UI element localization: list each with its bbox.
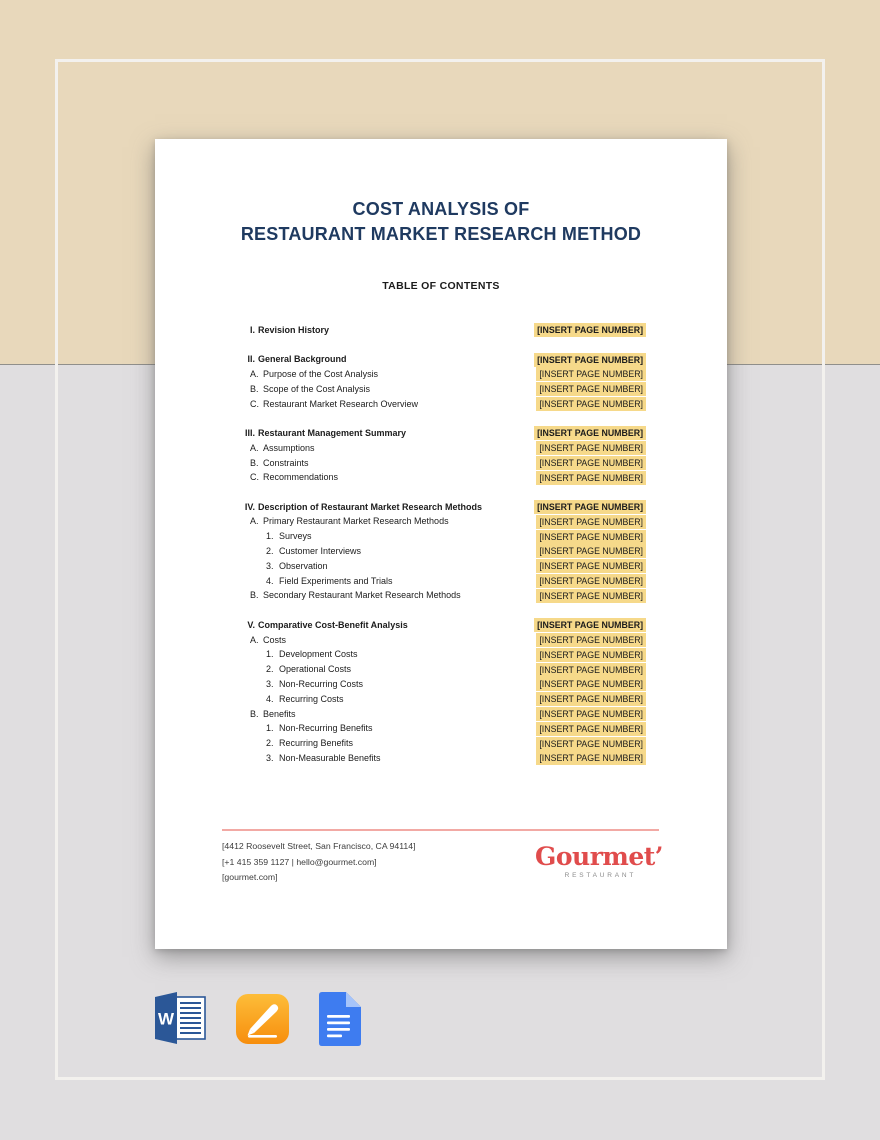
toc-item-number: B. xyxy=(250,457,259,468)
toc-row xyxy=(155,559,727,574)
toc-item-number: 3. xyxy=(266,560,274,571)
page-number-placeholder[interactable]: [INSERT PAGE NUMBER] xyxy=(536,692,646,706)
google-docs-icon[interactable] xyxy=(316,992,361,1046)
toc-item-number: 1. xyxy=(266,723,274,734)
toc-row xyxy=(155,544,727,559)
toc-item-number: 2. xyxy=(266,546,274,557)
toc-item-number: II. xyxy=(247,354,255,365)
toc-item-number: I. xyxy=(249,325,255,335)
docs-icon-graphic xyxy=(316,992,361,1046)
toc-row xyxy=(155,618,727,633)
toc-row xyxy=(155,456,727,471)
page-number-placeholder[interactable]: [INSERT PAGE NUMBER] xyxy=(536,722,646,736)
toc-row xyxy=(155,633,727,648)
toc-item-label: Constraints xyxy=(263,457,309,468)
page-number-placeholder[interactable]: [INSERT PAGE NUMBER] xyxy=(534,323,646,337)
page-number-placeholder[interactable]: [INSERT PAGE NUMBER] xyxy=(536,677,646,691)
toc-item-number: C. xyxy=(250,398,259,409)
gourmet-logo xyxy=(535,844,663,879)
toc-item-label: General Background xyxy=(258,354,347,365)
toc-item-label: Costs xyxy=(263,634,287,645)
footer-website-line: [gourmet.com] xyxy=(222,872,278,883)
toc-item-label: Recommendations xyxy=(263,472,339,483)
toc-row xyxy=(155,382,727,397)
toc-item-label: Primary Restaurant Market Research Methods xyxy=(263,516,449,527)
page-number-placeholder[interactable]: [INSERT PAGE NUMBER] xyxy=(536,456,646,470)
toc-section xyxy=(155,500,727,604)
toc-item-number: A. xyxy=(250,634,259,645)
toc-row xyxy=(155,529,727,544)
toc-item-label: Non-Recurring Costs xyxy=(279,678,364,689)
toc-item-number: A. xyxy=(250,516,259,527)
toc-item-label: Scope of the Cost Analysis xyxy=(263,383,371,394)
toc-item-number: A. xyxy=(250,442,259,453)
toc-row xyxy=(155,574,727,589)
toc-item-label: Description of Restaurant Market Research Methods xyxy=(258,501,483,512)
page-number-placeholder[interactable]: [INSERT PAGE NUMBER] xyxy=(536,397,646,411)
word-icon-graphic xyxy=(154,992,208,1044)
page-number-placeholder[interactable]: [INSERT PAGE NUMBER] xyxy=(536,471,646,485)
footer-divider-line xyxy=(222,829,659,831)
toc-item-number: 1. xyxy=(266,649,274,660)
toc-item-label: Revision History xyxy=(258,325,330,335)
toc-item-number: 3. xyxy=(266,752,274,763)
toc-item-label: Purpose of the Cost Analysis xyxy=(263,369,379,380)
toc-row xyxy=(155,707,727,722)
toc-row xyxy=(155,514,727,529)
toc-item-label: Field Experiments and Trials xyxy=(279,575,393,586)
toc-section xyxy=(155,352,727,411)
pages-icon-graphic xyxy=(236,994,289,1044)
toc-row xyxy=(155,677,727,692)
page-number-placeholder[interactable]: [INSERT PAGE NUMBER] xyxy=(536,707,646,721)
toc-heading: TABLE OF CONTENTS xyxy=(382,280,500,292)
page-number-placeholder[interactable]: [INSERT PAGE NUMBER] xyxy=(536,663,646,677)
document-page xyxy=(155,139,727,949)
footer-contact-block xyxy=(222,839,416,886)
toc-row xyxy=(155,397,727,412)
toc-item-number: 1. xyxy=(266,531,274,542)
page-number-placeholder[interactable]: [INSERT PAGE NUMBER] xyxy=(536,515,646,529)
gourmet-logo-subtext: RESTAURANT xyxy=(564,872,637,879)
page-number-placeholder[interactable]: [INSERT PAGE NUMBER] xyxy=(536,530,646,544)
document-title xyxy=(155,197,727,246)
toc-item-label: Comparative Cost-Benefit Analysis xyxy=(258,619,408,630)
toc-item-number: C. xyxy=(250,472,259,483)
toc-row xyxy=(155,692,727,707)
toc-item-label: Assumptions xyxy=(263,442,315,453)
toc-item-label: Secondary Restaurant Market Research Methods xyxy=(263,590,461,601)
toc-item-label: Development Costs xyxy=(279,649,358,660)
toc-row xyxy=(155,470,727,485)
page-number-placeholder[interactable]: [INSERT PAGE NUMBER] xyxy=(536,648,646,662)
toc-item-number: A. xyxy=(250,369,259,380)
toc-item-number: 2. xyxy=(266,738,274,749)
document-title-line2: RESTAURANT MARKET RESEARCH METHOD xyxy=(240,223,642,244)
page-number-placeholder[interactable]: [INSERT PAGE NUMBER] xyxy=(536,574,646,588)
footer-phone-email-line: [+1 415 359 1127 | hello@gourmet.com] xyxy=(222,856,377,867)
toc-row xyxy=(155,662,727,677)
toc-row xyxy=(155,426,727,441)
toc-item-number: 3. xyxy=(266,678,274,689)
toc-item-number: 2. xyxy=(266,664,274,675)
toc-row xyxy=(155,441,727,456)
page-number-placeholder[interactable]: [INSERT PAGE NUMBER] xyxy=(536,544,646,558)
gourmet-logo-wordmark: Gourmet’ xyxy=(535,842,663,871)
toc-row xyxy=(155,367,727,382)
toc-item-label: Surveys xyxy=(279,531,312,542)
document-title-line1: COST ANALYSIS OF xyxy=(352,199,530,219)
toc-item-number: 4. xyxy=(266,575,274,586)
page-number-placeholder[interactable]: [INSERT PAGE NUMBER] xyxy=(536,737,646,751)
toc-item-label: Restaurant Market Research Overview xyxy=(263,398,419,409)
toc-row xyxy=(155,751,727,766)
toc-row xyxy=(155,352,727,367)
page-number-placeholder[interactable]: [INSERT PAGE NUMBER] xyxy=(536,589,646,603)
toc-item-number: IV. xyxy=(244,501,255,512)
footer-address-line: [4412 Roosevelt Street, San Francisco, CA 94114] xyxy=(222,841,416,851)
toc-row xyxy=(155,588,727,603)
toc-section xyxy=(155,426,727,485)
toc-item-number: III. xyxy=(244,427,255,438)
toc-section xyxy=(155,323,727,338)
toc-item-label: Benefits xyxy=(263,708,296,719)
toc-item-label: Observation xyxy=(279,560,328,571)
toc-item-number: V. xyxy=(247,619,255,630)
page-number-placeholder[interactable]: [INSERT PAGE NUMBER] xyxy=(534,353,646,367)
toc-row xyxy=(155,500,727,515)
page-number-placeholder[interactable]: [INSERT PAGE NUMBER] xyxy=(536,441,646,455)
toc-item-label: Restaurant Management Summary xyxy=(258,427,407,438)
toc-row xyxy=(155,323,727,338)
svg-text:W: W xyxy=(157,1009,175,1029)
toc-item-label: Recurring Benefits xyxy=(279,738,354,749)
page-number-placeholder[interactable]: [INSERT PAGE NUMBER] xyxy=(534,426,646,440)
toc-item-number: B. xyxy=(250,590,259,601)
toc-row xyxy=(155,736,727,751)
toc-list xyxy=(155,323,727,766)
page-number-placeholder[interactable]: [INSERT PAGE NUMBER] xyxy=(536,382,646,396)
page-number-placeholder[interactable]: [INSERT PAGE NUMBER] xyxy=(534,500,646,514)
toc-item-label: Customer Interviews xyxy=(279,546,362,557)
page-number-placeholder[interactable]: [INSERT PAGE NUMBER] xyxy=(536,633,646,647)
page-footer xyxy=(222,839,663,886)
page-number-placeholder[interactable]: [INSERT PAGE NUMBER] xyxy=(536,559,646,573)
toc-item-label: Non-Measurable Benefits xyxy=(279,752,381,763)
page-number-placeholder[interactable]: [INSERT PAGE NUMBER] xyxy=(536,367,646,381)
toc-section xyxy=(155,618,727,766)
toc-item-number: B. xyxy=(250,383,259,394)
toc-item-number: B. xyxy=(250,708,259,719)
toc-row xyxy=(155,647,727,662)
toc-item-label: Non-Recurring Benefits xyxy=(279,723,373,734)
page-number-placeholder[interactable]: [INSERT PAGE NUMBER] xyxy=(536,751,646,765)
toc-row xyxy=(155,721,727,736)
microsoft-word-icon[interactable] xyxy=(154,992,208,1044)
page-number-placeholder[interactable]: [INSERT PAGE NUMBER] xyxy=(534,618,646,632)
apple-pages-icon[interactable] xyxy=(236,994,289,1044)
toc-item-number: 4. xyxy=(266,693,274,704)
toc-item-label: Operational Costs xyxy=(279,664,352,675)
toc-item-label: Recurring Costs xyxy=(279,693,344,704)
